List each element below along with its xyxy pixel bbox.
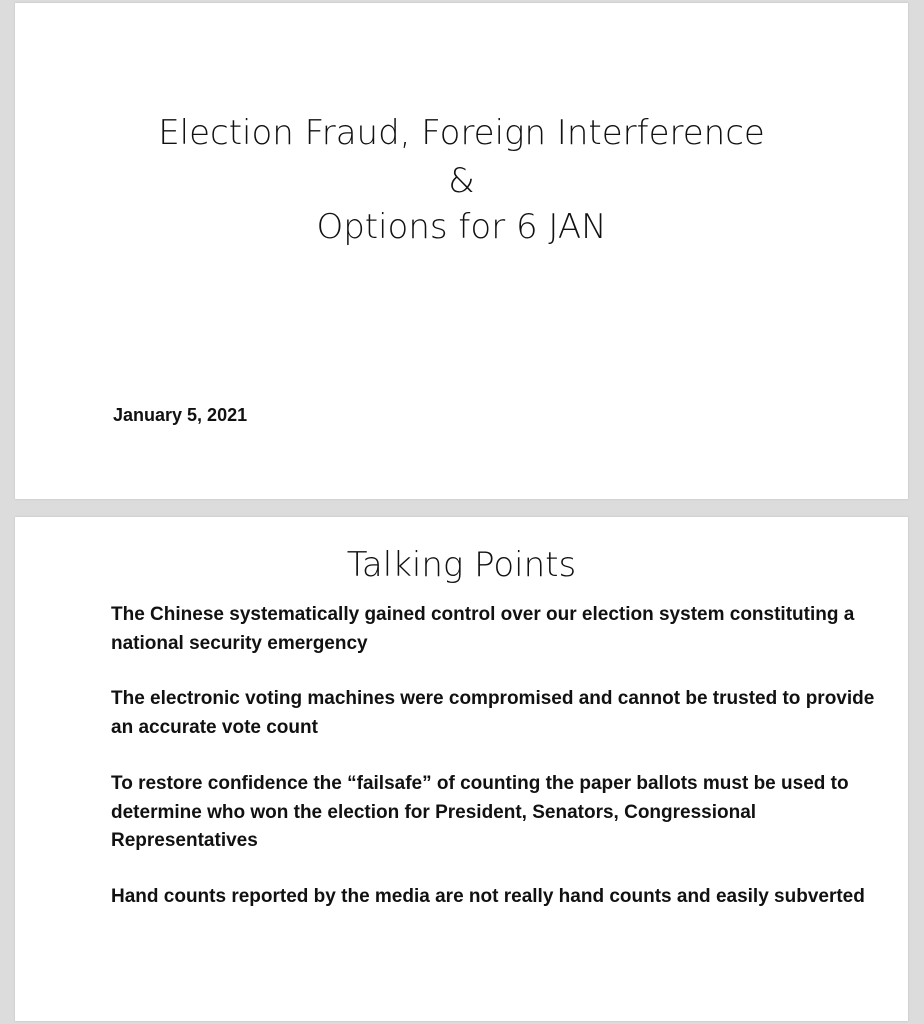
- slide-date: January 5, 2021: [113, 405, 248, 425]
- talking-point-1: The Chinese systematically gained control over our election system constituting a national security emergency: [111, 604, 855, 654]
- talking-point-3: To restore confidence the “failsafe” of counting the paper ballots must be used to determine who won the election for President, Senators, Congressional Representatives: [111, 773, 849, 851]
- talking-points-heading: Talking Points: [346, 545, 577, 585]
- slide-title-line-1: Election Fraud, Foreign Interference: [158, 113, 765, 153]
- title-slide: [15, 3, 908, 499]
- talking-points-slide: [15, 517, 908, 1021]
- talking-point-4: Hand counts reported by the media are not really hand counts and easily subverted: [111, 886, 865, 907]
- talking-point-2: The electronic voting machines were compromised and cannot be trusted to provide an accurate vote count: [111, 688, 875, 738]
- slide-title-line-2: &: [448, 161, 475, 201]
- slide-title-line-3: Options for 6 JAN: [316, 207, 607, 247]
